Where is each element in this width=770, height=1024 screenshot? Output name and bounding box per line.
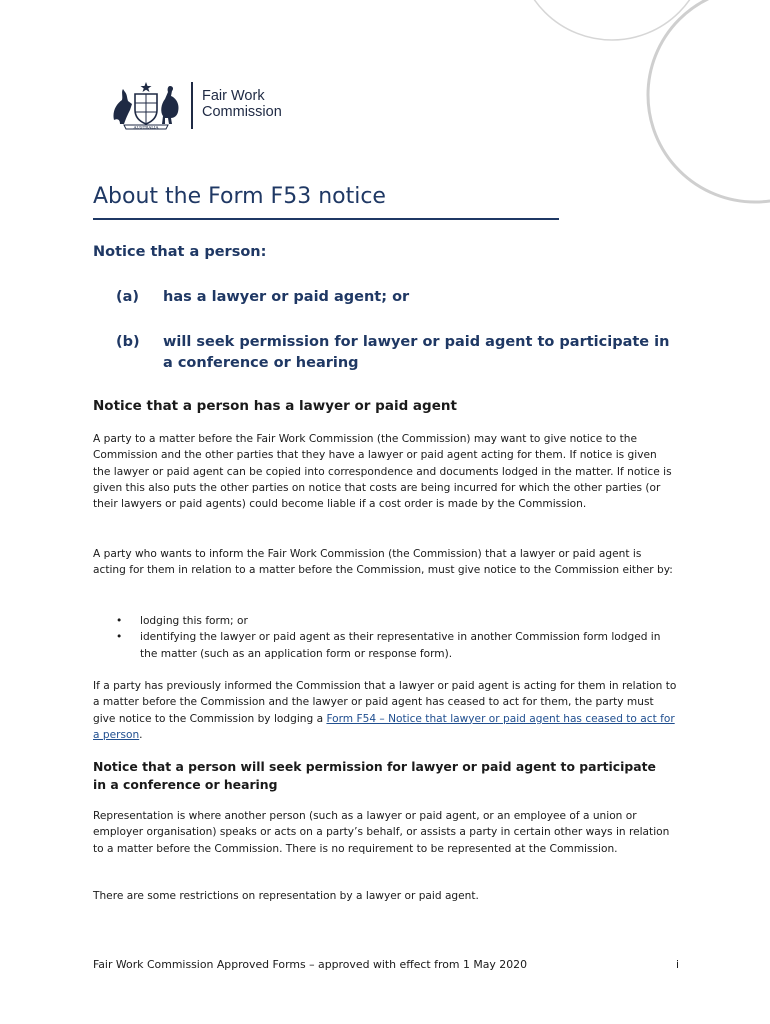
logo-divider [191,82,193,129]
paragraph-restrictions: There are some restrictions on representation by a lawyer or paid agent. [93,890,479,902]
option-a-text: has a lawyer or paid agent; or [163,289,410,305]
decorative-circle-right [648,0,770,202]
page-title: About the Form F53 notice [93,184,386,209]
paragraph-notice-purpose: A party to a matter before the Fair Work Commission (the Commission) may want to give notice to the Commission and the other parties that they have a lawyer or paid agent acting for them. If notice is given the lawyer or paid agent can be copied into correspondence and documents lodged in the matter. If notice is given this also puts the other parties on notice that costs are being incurred for which the other parties (or their lawyers or paid agents) could become liable if a cost order is made by the Commission. [93,433,672,511]
decorative-circle-top [517,0,707,40]
notify-method-list [93,613,677,662]
list-item [93,613,677,629]
page-number: i [675,958,679,971]
form-f54-link[interactable]: Form F54 – Notice that lawyer or paid agent has ceased to act for a person [93,712,675,741]
list-item-text: lodging this form; or [140,615,248,627]
list-item [93,629,677,662]
paragraph-how-to-notify: A party who wants to inform the Fair Work Commission (the Commission) that a lawyer or paid agent is acting for them in relation to a matter before the Commission, must give notice to the Commission either by: [93,548,673,577]
ceased-text-end: . [139,728,143,741]
section-heading-lawyer: Notice that a person has a lawyer or paid agent [93,398,457,414]
option-a-marker: (a) [116,289,140,305]
logo-line-2: Commission [202,104,282,120]
emblem-caption: AUSTRALIA [133,124,159,130]
fair-work-commission-logo [108,80,308,132]
footer-text: Fair Work Commission Approved Forms – approved with effect from 1 May 2020 [93,958,528,971]
option-b-marker: (b) [116,334,140,350]
paragraph-ceased-to-act [93,678,677,743]
list-item-text: identifying the lawyer or paid agent as their representative in another Commission form lodged in the matter (such as an application form or response form). [140,631,661,660]
paragraph-representation: Representation is where another person (such as a lawyer or paid agent, or an employee of a union or employer organisation) speaks or acts on a party’s behalf, or assists a party in certain other ways in relation to a matter before the Commission. There is no requirement to be represented at the Commission. [93,810,670,855]
section-heading-permission: Notice that a person will seek permission for lawyer or paid agent to participate in a conference or hearing [93,759,656,792]
notice-heading: Notice that a person: [93,244,267,260]
coat-of-arms-icon [108,80,184,130]
page-footer [93,958,683,971]
ceased-text: If a party has previously informed the Commission that a lawyer or paid agent is acting for them in relation to a matter before the Commission and the lawyer or paid agent has ceased to act for them, the party must give notice to the Commission by lodging a [93,680,677,725]
bullet-icon: • [116,631,123,644]
bullet-icon: • [116,615,123,627]
option-b-text: will seek permission for lawyer or paid agent to participate in a conference or hearing [163,334,670,371]
logo-line-1: Fair Work [202,88,265,104]
logo-wordmark [202,88,282,120]
title-underline [93,218,559,220]
